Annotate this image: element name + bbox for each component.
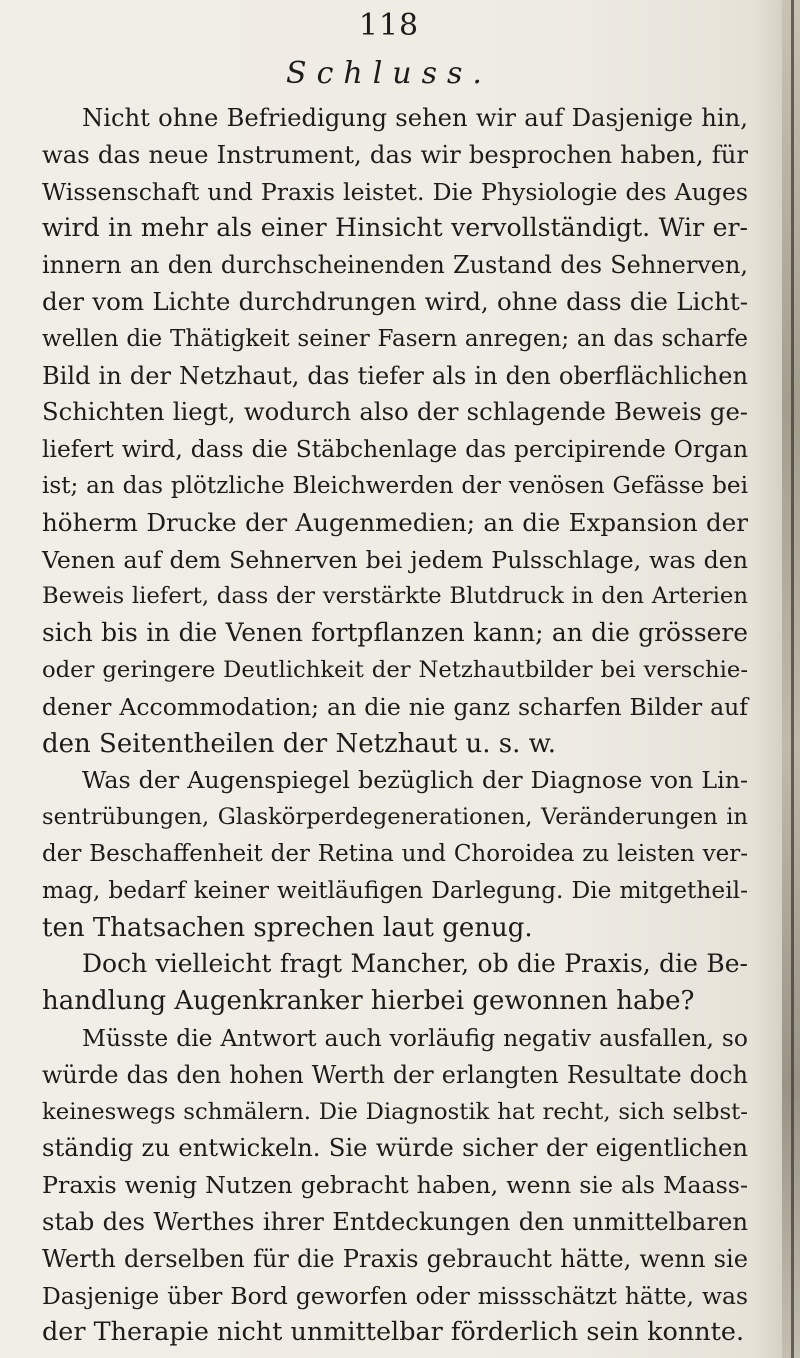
text-line: dener Accommodation; an die nie ganz scharfen Bilder auf — [42, 692, 748, 721]
text-line: handlung Augenkranker hierbei gewonnen habe? — [42, 986, 695, 1017]
text-line: Schichten liegt, wodurch also der schlagende Beweis ge- — [42, 397, 748, 427]
text-line: sich bis in die Venen fortpflanzen kann; an die grössere — [42, 618, 748, 648]
text-line: Nicht ohne Befriedigung sehen wir auf Dasjenige hin, — [82, 103, 748, 132]
binding-edge — [791, 0, 794, 1358]
text-line: Werth derselben für die Praxis gebraucht hätte, wenn sie — [42, 1244, 748, 1273]
text-line: Venen auf dem Sehnerven bei jedem Pulsschlage, was den — [42, 545, 748, 574]
text-line: mag, bedarf keiner weitläufigen Darlegung. Die mitgetheil- — [42, 876, 748, 904]
body-text — [42, 100, 748, 1351]
text-line: oder geringere Deutlichkeit der Netzhautbilder bei verschie- — [42, 656, 748, 683]
text-line: würde das den hohen Werth der erlangten Resultate doch — [42, 1060, 748, 1089]
text-line: der vom Lichte durchdrungen wird, ohne dass die Licht- — [42, 286, 748, 316]
text-line: keineswegs schmälern. Die Diagnostik hat recht, sich selbst- — [42, 1098, 748, 1125]
section-heading: Schluss. — [286, 56, 492, 91]
text-line: den Seitentheilen der Netzhaut u. s. w. — [42, 728, 557, 759]
text-line: innern an den durchscheinenden Zustand des Sehnerven, — [42, 251, 748, 280]
text-line: liefert wird, dass die Stäbchenlage das percipirende Organ — [42, 435, 748, 464]
text-line: Müsste die Antwort auch vorläufig negativ ausfallen, so — [82, 1023, 748, 1052]
text-line: ist; an das plötzliche Bleichwerden der venösen Gefässe bei — [42, 472, 748, 499]
text-line: ständig zu entwickeln. Sie würde sicher der eigentlichen — [42, 1133, 748, 1163]
text-line: sentrübungen, Glaskörperdegenerationen, Veränderungen in — [42, 804, 748, 831]
text-line: stab des Werthes ihrer Entdeckungen den unmittelbaren — [42, 1206, 748, 1236]
text-line: wellen die Thätigkeit seiner Fasern anregen; an das scharfe — [42, 325, 748, 352]
text-line: der Beschaffenheit der Retina und Choroidea zu leisten ver- — [42, 840, 748, 867]
text-line: Bild in der Netzhaut, das tiefer als in den oberflächlichen — [42, 361, 748, 390]
text-line: Wissenschaft und Praxis leistet. Die Physiologie des Auges — [42, 177, 748, 206]
text-line: Dasjenige über Bord geworfen oder missschätzt hätte, was — [42, 1281, 748, 1310]
text-line: ten Thatsachen sprechen laut genug. — [42, 912, 533, 943]
page-number: 118 — [358, 8, 420, 43]
text-line: Beweis liefert, dass der verstärkte Blutdruck in den Arterien — [42, 583, 748, 610]
text-line: höherm Drucke der Augenmedien; an die Expansion der — [42, 507, 748, 537]
text-line: was das neue Instrument, das wir besprochen haben, für — [42, 139, 748, 169]
text-line: Doch vielleicht fragt Mancher, ob die Praxis, die Be- — [82, 949, 748, 979]
text-line: wird in mehr als einer Hinsicht vervollständigt. Wir er- — [42, 213, 748, 243]
text-line: Was der Augenspiegel bezüglich der Diagnose von Lin- — [82, 766, 748, 795]
text-line: der Therapie nicht unmittelbar förderlich sein konnte. — [42, 1317, 745, 1348]
text-line: Praxis wenig Nutzen gebracht haben, wenn sie als Maass- — [42, 1171, 748, 1200]
